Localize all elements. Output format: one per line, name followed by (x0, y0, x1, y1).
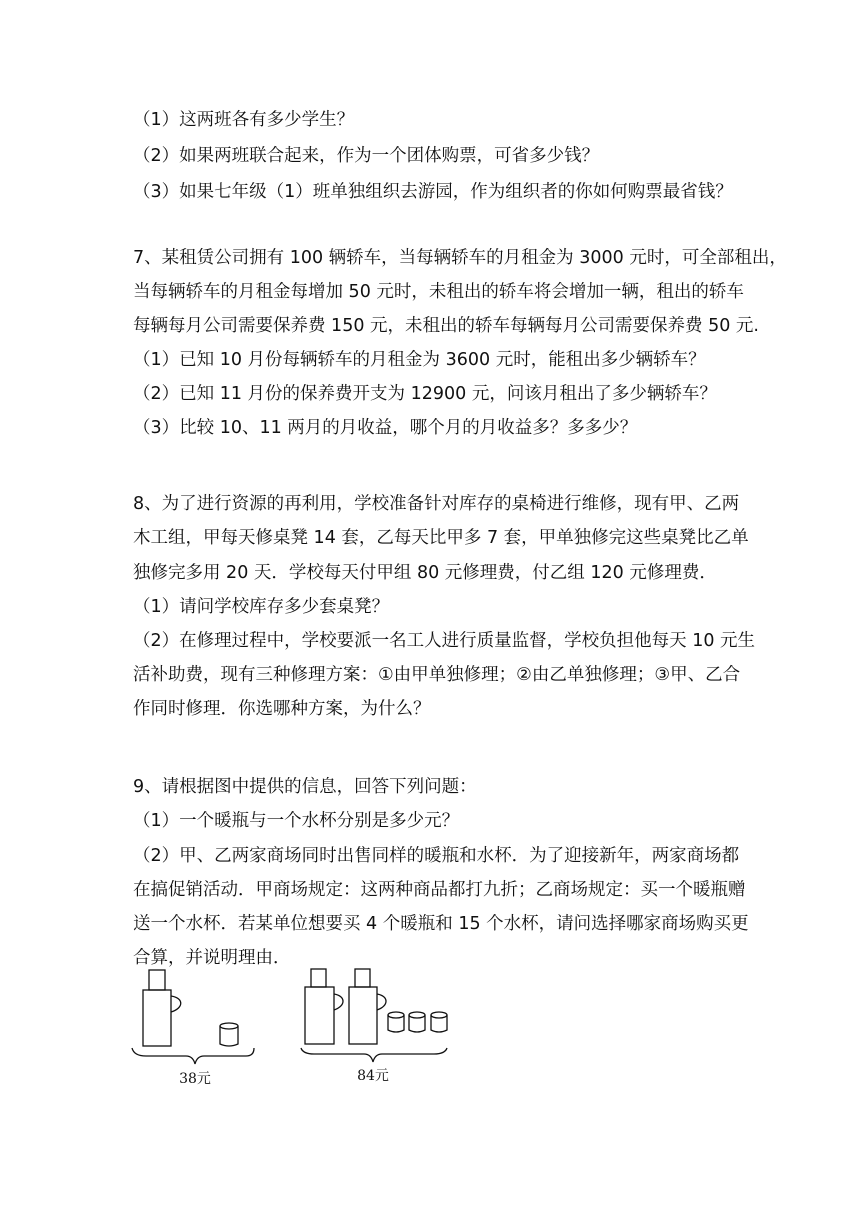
left-brace (132, 1048, 254, 1064)
q8-sub1: （1）请问学校库存多少套桌凳？ (133, 597, 390, 617)
right-price-label: 84元 (357, 1068, 389, 1084)
cup-icon (388, 1012, 404, 1032)
q7-line2: 当每辆轿车的月租金每增加 50 元时，未租出的轿车将会增加一辆，租出的轿车 (133, 282, 744, 302)
right-brace (301, 1048, 447, 1062)
q9-sub2a: （2）甲、乙两家商场同时出售同样的暖瓶和水杯．为了迎接新年，两家商场都 (133, 846, 740, 866)
q9-sub2c: 送一个水杯．若某单位想要买 4 个暖瓶和 15 个水杯，请问选择哪家商场购买更 (133, 914, 749, 934)
q9-line1: 9、请根据图中提供的信息，回答下列问题： (133, 777, 477, 797)
price-figure (128, 968, 468, 1102)
q6-sub1: （1）这两班各有多少学生？ (133, 110, 355, 130)
cup-icon (431, 1012, 447, 1032)
q7-sub3: （3）比较 10、11 两月的月收益，哪个月的月收益多？多多少？ (133, 418, 638, 438)
q9-sub2b: 在搞促销活动．甲商场规定：这两种商品都打九折；乙商场规定：买一个暖瓶赠 (133, 880, 746, 900)
q9-sub2d: 合算，并说明理由． (133, 948, 291, 968)
q7-sub2: （2）已知 11 月份的保养费开支为 12900 元，问该月租出了多少辆轿车？ (133, 384, 717, 404)
q8-line1: 8、为了进行资源的再利用，学校准备针对库存的桌椅进行维修，现有甲、乙两 (133, 494, 740, 514)
q8-sub2b: 活补助费，现有三种修理方案：①由甲单独修理；②由乙单独修理；③甲、乙合 (133, 665, 741, 685)
q9-sub1: （1）一个暖瓶与一个水杯分别是多少元？ (133, 811, 460, 831)
q8-sub2c: 作同时修理．你选哪种方案，为什么？ (133, 699, 431, 719)
q6-sub3: （3）如果七年级（1）班单独组织去游园，作为组织者的你如何购票最省钱？ (133, 182, 733, 202)
thermos-icon (349, 969, 386, 1044)
q6-sub2: （2）如果两班联合起来，作为一个团体购票，可省多少钱？ (133, 146, 600, 166)
thermos-icon (305, 969, 343, 1044)
cup-icon (409, 1012, 425, 1032)
thermos-icon (143, 970, 181, 1046)
q8-line2: 木工组，甲每天修桌凳 14 套，乙每天比甲多 7 套，甲单独修完这些桌凳比乙单 (133, 528, 749, 548)
q7-line3: 每辆每月公司需要保养费 150 元，未租出的轿车每辆每月公司需要保养费 50 元. (133, 316, 759, 336)
left-price-label: 38元 (179, 1071, 211, 1087)
q7-line1: 7、某租赁公司拥有 100 辆轿车，当每辆轿车的月租金为 3000 元时，可全部租出， (133, 248, 787, 268)
q8-sub2a: （2）在修理过程中，学校要派一名工人进行质量监督，学校负担他每天 10 元生 (133, 631, 756, 651)
q7-sub1: （1）已知 10 月份每辆轿车的月租金为 3600 元时，能租出多少辆轿车？ (133, 350, 706, 370)
q8-line3: 独修完多用 20 天．学校每天付甲组 80 元修理费，付乙组 120 元修理费． (133, 563, 717, 583)
cup-icon (220, 1023, 238, 1046)
